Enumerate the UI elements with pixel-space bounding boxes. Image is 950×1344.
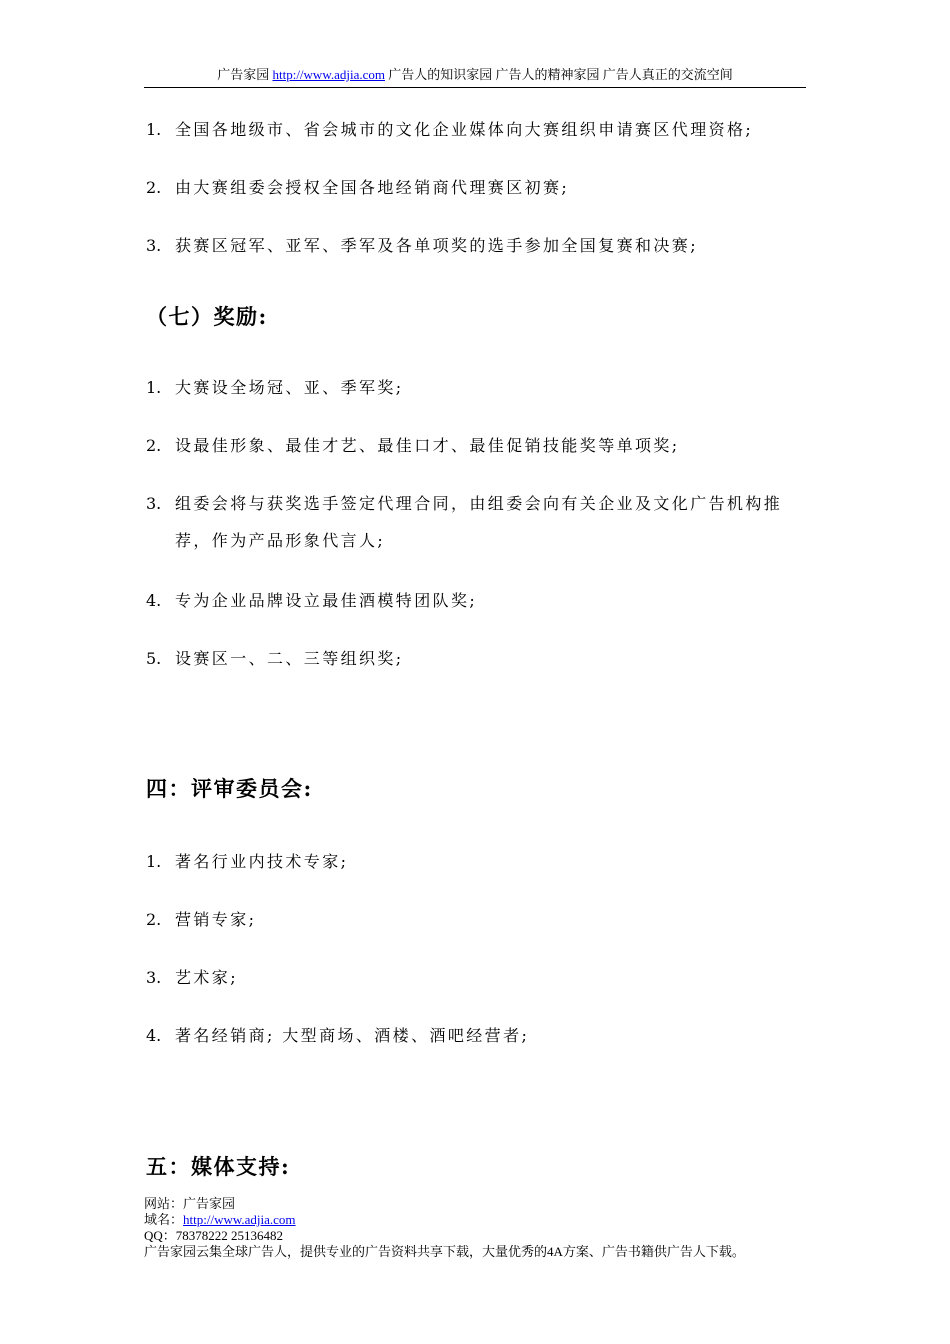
item-text: 获赛区冠军、亚军、季军及各单项奖的选手参加全国复赛和决赛;: [175, 236, 698, 255]
item-number: 3.: [146, 236, 162, 255]
page-header: [144, 66, 806, 84]
list-item: [146, 854, 348, 870]
footer-description: 广告家园云集全球广告人，提供专业的广告资料共享下载，大量优秀的4A方案、广告书籍供广告人下载。: [144, 1244, 745, 1259]
item-text: 艺术家;: [175, 968, 238, 987]
item-text: 设赛区一、二、三等组织奖;: [175, 649, 404, 668]
list-item: [146, 238, 698, 254]
list-item: [146, 380, 404, 396]
list-item: [146, 970, 238, 986]
item-number: 5.: [146, 649, 162, 668]
page-footer: [144, 1196, 745, 1260]
list-item: [146, 593, 477, 609]
section-heading-jury: 四：评审委员会:: [146, 776, 313, 801]
item-text: 由大赛组委会授权全国各地经销商代理赛区初赛;: [175, 178, 570, 197]
header-prefix: 广告家园: [217, 67, 270, 82]
header-divider: [144, 87, 806, 88]
footer-domain-link[interactable]: http://www.adjia.com: [183, 1212, 296, 1227]
list-item: [146, 180, 569, 196]
footer-domain: [144, 1212, 745, 1228]
list-item: [146, 485, 814, 559]
item-number: 4.: [146, 591, 162, 610]
footer-site-value: 广告家园: [183, 1196, 236, 1211]
footer-site: [144, 1196, 745, 1212]
section-heading-reward: （七）奖励:: [146, 304, 268, 329]
item-text: 设最佳形象、最佳才艺、最佳口才、最佳促销技能奖等单项奖;: [175, 436, 680, 455]
item-text: 大赛设全场冠、亚、季军奖;: [175, 378, 404, 397]
item-number: 3.: [146, 494, 162, 513]
item-text-continuation: 荐，作为产品形象代言人;: [175, 531, 386, 550]
footer-site-label: 网站：: [144, 1196, 184, 1211]
item-text: 全国各地级市、省会城市的文化企业媒体向大赛组织申请赛区代理资格;: [175, 120, 754, 139]
item-number: 1.: [146, 378, 162, 397]
item-text: 营销专家;: [175, 910, 257, 929]
header-suffix: 广告人的知识家园 广告人的精神家园 广告人真正的交流空间: [388, 67, 733, 82]
item-text: 专为企业品牌设立最佳酒模特团队奖;: [175, 591, 478, 610]
list-item: [146, 651, 404, 667]
footer-domain-label: 域名：: [144, 1212, 184, 1227]
header-link[interactable]: http://www.adjia.com: [272, 67, 386, 82]
item-number: 3.: [146, 968, 162, 987]
footer-qq: QQ：78378222 25136482: [144, 1228, 284, 1243]
item-text: 著名经销商; 大型商场、酒楼、酒吧经营者;: [175, 1026, 530, 1045]
section-heading-media: 五：媒体支持:: [146, 1154, 291, 1179]
list-item: [146, 1028, 529, 1044]
item-number: 2.: [146, 436, 162, 455]
item-number: 1.: [146, 120, 162, 139]
item-number: 2.: [146, 910, 162, 929]
list-item: [146, 438, 680, 454]
item-number: 4.: [146, 1026, 162, 1045]
list-item: [146, 122, 753, 138]
item-number: 2.: [146, 178, 162, 197]
item-number: 1.: [146, 852, 162, 871]
item-text: 组委会将与获奖选手签定代理合同，由组委会向有关企业及文化广告机构推: [175, 494, 783, 513]
item-text: 著名行业内技术专家;: [175, 852, 349, 871]
list-item: [146, 912, 256, 928]
